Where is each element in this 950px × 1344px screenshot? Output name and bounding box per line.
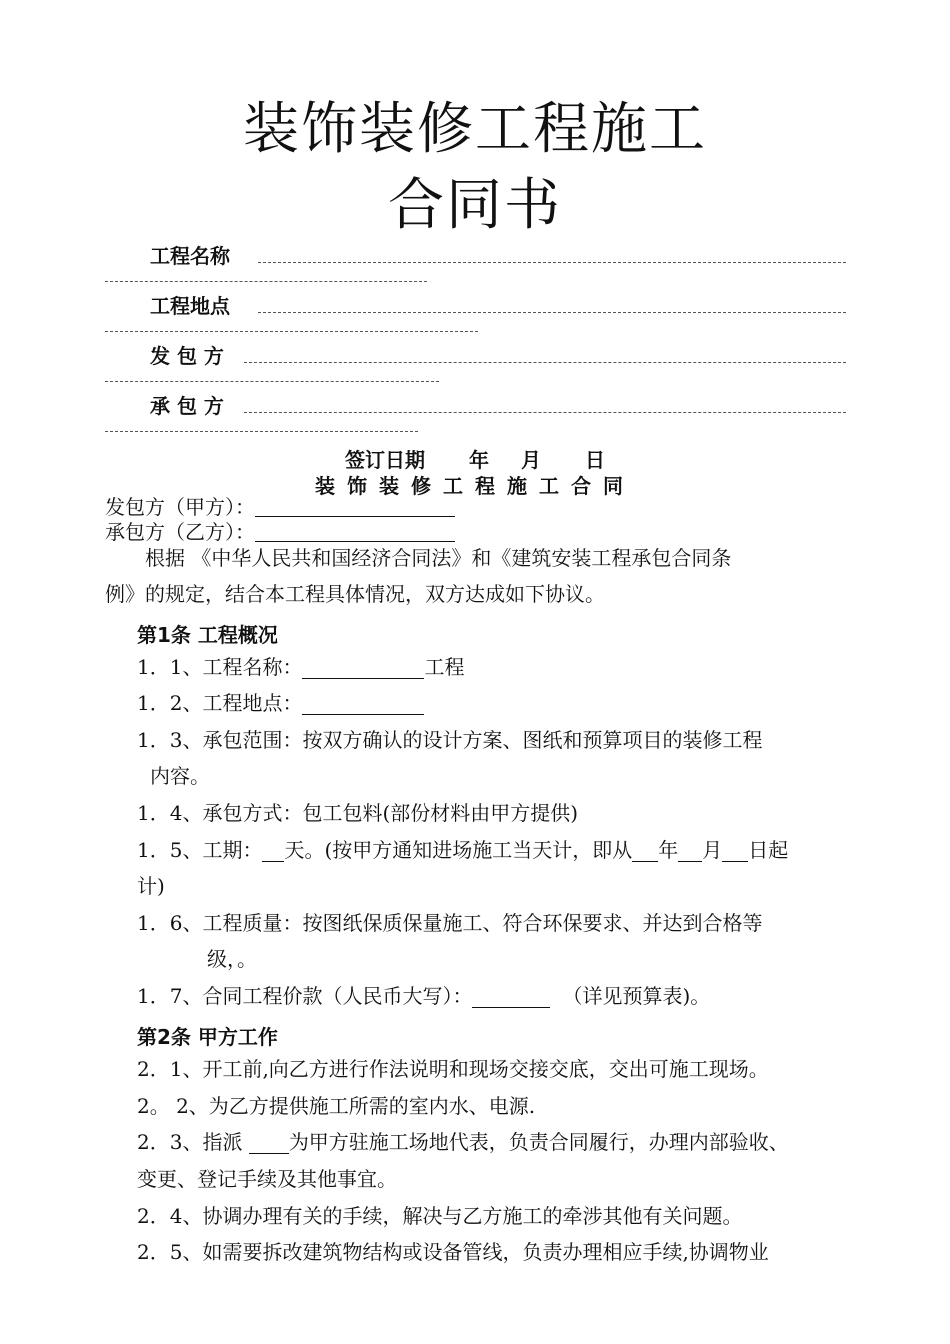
item-text: 1．1、工程名称： [137,655,303,679]
item-text: 1．5、工期： [137,838,263,862]
sign-date-row [0,444,950,473]
preamble-line1: 根据 《中华人民共和国经济合同法》和《建筑安装工程承包合同条 [145,546,732,570]
item-text: 日起 [748,838,789,862]
field-line-contractor-2 [105,431,418,432]
duration-days-blank[interactable] [262,843,284,862]
field-line-project-location[interactable] [258,312,846,313]
item-text: 月 [702,838,723,862]
article1-item5-line2: 计) [137,874,165,898]
cover-title-line1: 装饰装修工程施工 [243,97,707,162]
project-location-blank[interactable] [302,696,424,715]
article1-item3-line1: 1．3、承包范围：按双方确认的设计方案、图纸和预算项目的装修工程 [137,728,763,752]
article1-item7 [137,984,710,1008]
party-a-blank[interactable] [255,498,455,517]
start-month-blank[interactable] [678,843,702,862]
article2-title: 第2条 甲方工作 [137,1025,278,1049]
item-text: 2．3、指派 [137,1130,249,1154]
article2-item3-line2: 变更、登记手续及其他事宜。 [137,1167,397,1191]
sign-date-year: 年 [469,448,489,472]
article1-item5 [137,838,788,862]
contract-heading: 装饰装修工程施工合同 [315,474,635,498]
field-line-project-location-2 [105,331,478,332]
party-b-row [105,522,455,542]
sign-date-month: 月 [521,448,541,472]
item-text: 天。(按甲方通知进场施工当天计，即从 [284,838,633,862]
field-line-project-name-2 [105,281,427,282]
party-b-blank[interactable] [255,523,455,542]
article2-item2: 2。 2、为乙方提供施工所需的室内水、电源. [137,1094,536,1118]
article2-item4: 2．4、协调办理有关的手续，解决与乙方施工的牵涉其他有关问题。 [137,1204,743,1228]
start-year-blank[interactable] [632,843,658,862]
article2-item5: 2．5、如需要拆改建筑物结构或设备管线，负责办理相应手续,协调物业 [137,1240,769,1264]
contract-price-blank[interactable] [472,989,550,1008]
item-text: 1．2、工程地点： [137,691,303,715]
sign-date-day: 日 [585,448,605,472]
cover-title-line2: 合同书 [388,173,562,238]
article1-item1 [137,655,464,679]
field-line-contractor[interactable] [244,412,846,413]
article1-title: 第1条 工程概况 [137,623,278,647]
party-b-label: 承包方（乙方）： [105,520,255,544]
article1-item2 [137,691,424,715]
article1-item3-line2: 内容。 [150,764,210,788]
item-text: 1．7、合同工程价款（人民币大写）： [137,984,473,1008]
project-name-blank[interactable] [302,660,424,679]
item-text: （详见预算表)。 [562,984,711,1008]
field-line-project-name[interactable] [258,262,846,263]
site-representative-blank[interactable] [249,1135,289,1154]
article1-item6-line2: 级，。 [207,947,257,971]
field-label-project-name: 工程名称 [150,244,230,268]
item-text: 为甲方驻施工场地代表，负责合同履行，办理内部验收、 [288,1130,789,1154]
sign-date-label: 签订日期 [345,448,425,472]
article1-item6-line1: 1．6、工程质量：按图纸保质保量施工、符合环保要求、并达到合格等 [137,911,763,935]
field-line-employer-2 [105,381,439,382]
party-a-row [105,497,455,517]
item-text: 年 [658,838,679,862]
field-label-contractor: 承 包 方 [150,394,224,418]
article2-item3 [137,1130,789,1154]
article1-item4: 1．4、承包方式：包工包料(部份材料由甲方提供) [137,801,579,825]
preamble-line2: 例》的规定，结合本工程具体情况，双方达成如下协议。 [105,582,605,606]
item-text: 工程 [424,655,465,679]
field-label-project-location: 工程地点 [150,294,230,318]
party-a-label: 发包方（甲方）： [105,495,255,519]
article2-item1: 2．1、开工前,向乙方进行作法说明和现场交接交底，交出可施工现场。 [137,1057,769,1081]
field-label-employer: 发 包 方 [150,344,224,368]
start-day-blank[interactable] [722,843,748,862]
field-line-employer[interactable] [244,362,846,363]
